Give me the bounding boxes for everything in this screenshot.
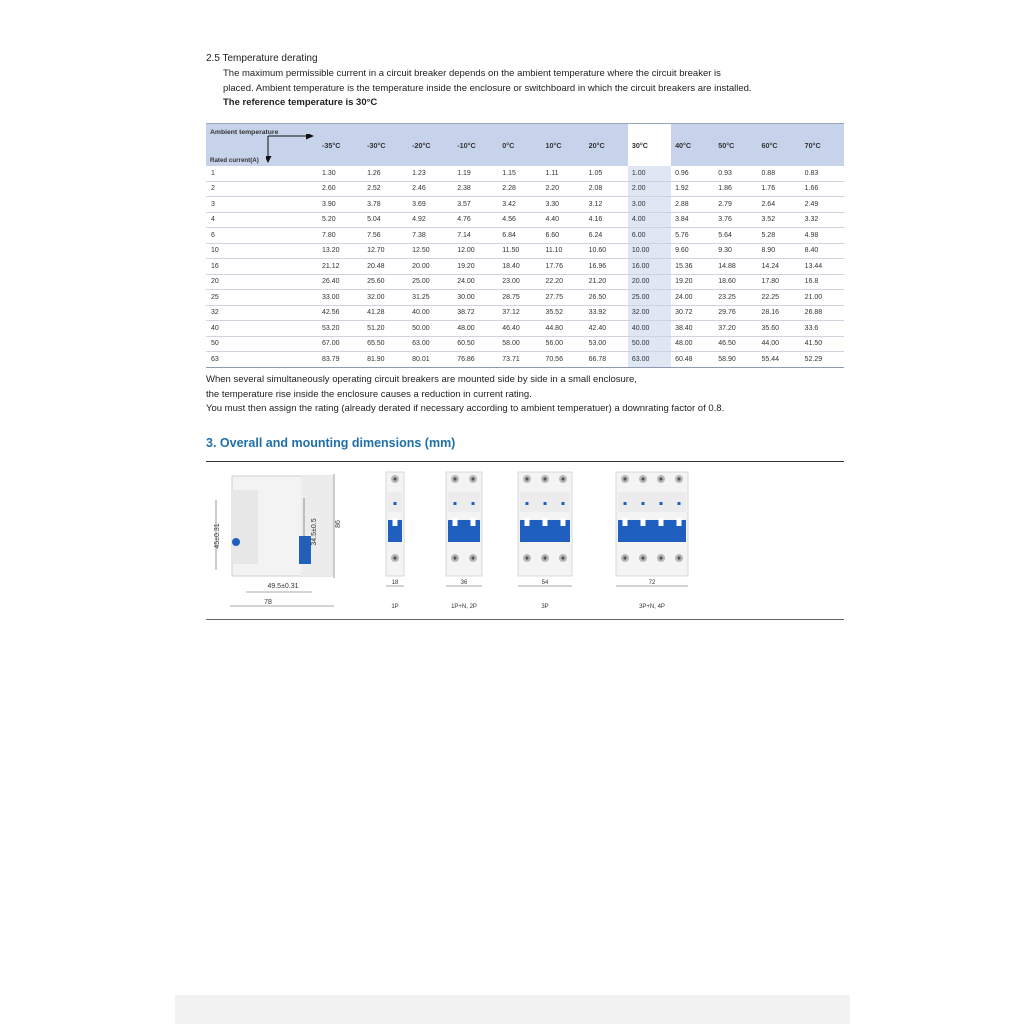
current-cell: 2.49 (801, 197, 844, 213)
current-cell: 30.00 (453, 290, 498, 306)
current-cell: 50.00 (628, 336, 671, 352)
current-cell: 22.20 (541, 274, 584, 290)
current-cell: 53.20 (318, 321, 363, 337)
table-corner-cell (206, 124, 318, 167)
current-cell: 12.50 (408, 243, 453, 259)
width-label: 18 (391, 580, 399, 586)
table-row (206, 197, 844, 213)
current-cell: 60.48 (671, 352, 714, 368)
current-cell: 26.50 (585, 290, 628, 306)
breaker-front-3p (518, 472, 572, 610)
breaker-front-1p (386, 472, 404, 610)
current-cell: 3.42 (498, 197, 541, 213)
current-cell: 1.11 (541, 166, 584, 181)
section-title: 2.5 Temperature derating (206, 53, 318, 64)
dimension-drawing (206, 466, 846, 618)
current-cell: 81.90 (363, 352, 408, 368)
table-row (206, 228, 844, 244)
current-cell: 38.40 (671, 321, 714, 337)
bottom-rule (206, 619, 844, 620)
current-cell: 80.01 (408, 352, 453, 368)
current-cell: 2.08 (585, 181, 628, 197)
ambient-temperature-label: Ambient temperature (210, 129, 279, 136)
current-cell: 63.00 (408, 336, 453, 352)
current-cell: 3.90 (318, 197, 363, 213)
title-rule (206, 461, 844, 462)
current-cell: 11.50 (498, 243, 541, 259)
current-cell: 12.70 (363, 243, 408, 259)
current-cell: 37.12 (498, 305, 541, 321)
current-cell: 4.00 (628, 212, 671, 228)
table-row (206, 212, 844, 228)
current-cell: 2.52 (363, 181, 408, 197)
current-cell: 10.60 (585, 243, 628, 259)
current-cell: 27.75 (541, 290, 584, 306)
rated-current-cell: 40 (206, 321, 318, 337)
current-cell: 17.76 (541, 259, 584, 275)
current-cell: 66.78 (585, 352, 628, 368)
current-cell: 28.75 (498, 290, 541, 306)
current-cell: 0.88 (757, 166, 800, 181)
temp-header: 30°C (628, 124, 671, 167)
current-cell: 3.57 (453, 197, 498, 213)
width-label: 36 (460, 580, 468, 586)
current-cell: 2.38 (453, 181, 498, 197)
current-cell: 1.26 (363, 166, 408, 181)
current-cell: 50.00 (408, 321, 453, 337)
current-cell: 2.79 (714, 197, 757, 213)
dim-height-mid: 34.5±0.5 (311, 518, 318, 546)
current-cell: 18.60 (714, 274, 757, 290)
current-cell: 11.10 (541, 243, 584, 259)
current-cell: 31.25 (408, 290, 453, 306)
current-cell: 3.69 (408, 197, 453, 213)
current-cell: 18.40 (498, 259, 541, 275)
current-cell: 16.96 (585, 259, 628, 275)
current-cell: 2.28 (498, 181, 541, 197)
current-cell: 44.00 (757, 336, 800, 352)
current-cell: 23.00 (498, 274, 541, 290)
rated-current-cell: 3 (206, 197, 318, 213)
temp-header: 20°C (585, 124, 628, 167)
current-cell: 48.00 (453, 321, 498, 337)
temp-header: 50°C (714, 124, 757, 167)
current-cell: 33.6 (801, 321, 844, 337)
current-cell: 10.00 (628, 243, 671, 259)
current-cell: 32.00 (628, 305, 671, 321)
current-cell: 4.16 (585, 212, 628, 228)
current-cell: 33.00 (318, 290, 363, 306)
current-cell: 2.60 (318, 181, 363, 197)
current-cell: 51.20 (363, 321, 408, 337)
current-cell: 73.71 (498, 352, 541, 368)
current-cell: 7.56 (363, 228, 408, 244)
current-cell: 24.00 (453, 274, 498, 290)
current-cell: 16.8 (801, 274, 844, 290)
current-cell: 7.38 (408, 228, 453, 244)
temp-header: 10°C (541, 124, 584, 167)
table-row (206, 336, 844, 352)
current-cell: 12.00 (453, 243, 498, 259)
current-cell: 4.40 (541, 212, 584, 228)
rated-current-cell: 4 (206, 212, 318, 228)
table-row (206, 305, 844, 321)
current-cell: 9.60 (671, 243, 714, 259)
current-cell: 22.25 (757, 290, 800, 306)
current-cell: 30.72 (671, 305, 714, 321)
rated-current-cell: 16 (206, 259, 318, 275)
current-cell: 55.44 (757, 352, 800, 368)
current-cell: 1.66 (801, 181, 844, 197)
rated-current-cell: 25 (206, 290, 318, 306)
rated-current-cell: 2 (206, 181, 318, 197)
mounting-note (206, 373, 826, 417)
dim-depth-mid: 49.5±0.31 (267, 583, 299, 590)
current-cell: 65.50 (363, 336, 408, 352)
current-cell: 56.00 (541, 336, 584, 352)
current-cell: 7.80 (318, 228, 363, 244)
current-cell: 1.92 (671, 181, 714, 197)
table-header-row (206, 124, 844, 167)
current-cell: 6.84 (498, 228, 541, 244)
current-cell: 13.44 (801, 259, 844, 275)
current-cell: 15.36 (671, 259, 714, 275)
note-line-1: When several simultaneously operating circuit breakers are mounted side by side in a small enclosure, (206, 374, 637, 385)
table-row (206, 166, 844, 181)
width-label: 54 (541, 580, 549, 586)
temp-header: -30°C (363, 124, 408, 167)
current-cell: 58.00 (498, 336, 541, 352)
current-cell: 83.79 (318, 352, 363, 368)
current-cell: 9.30 (714, 243, 757, 259)
current-cell: 2.64 (757, 197, 800, 213)
derating-table (206, 123, 844, 368)
rated-current-cell: 6 (206, 228, 318, 244)
variant-caption: 3P+N, 4P (639, 604, 665, 610)
current-cell: 14.88 (714, 259, 757, 275)
breaker-variants (386, 472, 688, 610)
temp-header: -35°C (318, 124, 363, 167)
current-cell: 21.20 (585, 274, 628, 290)
current-cell: 40.00 (628, 321, 671, 337)
current-cell: 2.88 (671, 197, 714, 213)
current-cell: 52.29 (801, 352, 844, 368)
width-label: 72 (648, 580, 656, 586)
variant-caption: 1P (391, 604, 399, 610)
current-cell: 3.00 (628, 197, 671, 213)
current-cell: 1.76 (757, 181, 800, 197)
current-cell: 1.19 (453, 166, 498, 181)
current-cell: 41.28 (363, 305, 408, 321)
current-cell: 5.64 (714, 228, 757, 244)
temp-header: 70°C (801, 124, 844, 167)
breaker-front-2p (446, 472, 482, 610)
current-cell: 70.56 (541, 352, 584, 368)
current-cell: 5.20 (318, 212, 363, 228)
current-cell: 3.12 (585, 197, 628, 213)
intro-line-1: The maximum permissible current in a circuit breaker depends on the ambient temperature where the circuit breaker is (223, 68, 721, 79)
table-row (206, 259, 844, 275)
current-cell: 1.00 (628, 166, 671, 181)
breaker-front-4p (616, 472, 688, 610)
current-cell: 0.96 (671, 166, 714, 181)
current-cell: 6.60 (541, 228, 584, 244)
current-cell: 1.15 (498, 166, 541, 181)
current-cell: 21.12 (318, 259, 363, 275)
current-cell: 4.98 (801, 228, 844, 244)
current-cell: 23.25 (714, 290, 757, 306)
current-cell: 5.76 (671, 228, 714, 244)
current-cell: 37.20 (714, 321, 757, 337)
derating-intro (223, 67, 823, 111)
current-cell: 25.00 (628, 290, 671, 306)
current-cell: 33.92 (585, 305, 628, 321)
current-cell: 29.76 (714, 305, 757, 321)
current-cell: 32.00 (363, 290, 408, 306)
rated-current-cell: 20 (206, 274, 318, 290)
current-cell: 48.00 (671, 336, 714, 352)
current-cell: 44.80 (541, 321, 584, 337)
reference-temperature: The reference temperature is 30°C (223, 97, 378, 108)
current-cell: 26.88 (801, 305, 844, 321)
current-cell: 2.20 (541, 181, 584, 197)
current-cell: 0.83 (801, 166, 844, 181)
current-cell: 20.00 (628, 274, 671, 290)
current-cell: 25.00 (408, 274, 453, 290)
temp-header: -10°C (453, 124, 498, 167)
variant-caption: 3P (541, 604, 549, 610)
table-row (206, 243, 844, 259)
current-cell: 42.56 (318, 305, 363, 321)
temp-header: 40°C (671, 124, 714, 167)
corner-arrows-icon (266, 134, 316, 164)
current-cell: 28.16 (757, 305, 800, 321)
current-cell: 3.84 (671, 212, 714, 228)
current-cell: 13.20 (318, 243, 363, 259)
current-cell: 21.00 (801, 290, 844, 306)
temp-header: 60°C (757, 124, 800, 167)
rated-current-cell: 10 (206, 243, 318, 259)
current-cell: 35.60 (757, 321, 800, 337)
dim-height-left: 45±0.31 (214, 523, 221, 549)
table-row (206, 290, 844, 306)
current-cell: 20.00 (408, 259, 453, 275)
rated-current-cell: 63 (206, 352, 318, 368)
current-cell: 0.93 (714, 166, 757, 181)
current-cell: 25.60 (363, 274, 408, 290)
rated-current-cell: 32 (206, 305, 318, 321)
intro-line-2: placed. Ambient temperature is the temperature inside the enclosure or switchboard in which the circuit breakers are installed. (223, 82, 752, 94)
temp-header: 0°C (498, 124, 541, 167)
current-cell: 7.14 (453, 228, 498, 244)
table-body (206, 166, 844, 367)
current-cell: 46.50 (714, 336, 757, 352)
current-cell: 41.50 (801, 336, 844, 352)
current-cell: 16.00 (628, 259, 671, 275)
table-row (206, 352, 844, 368)
current-cell: 63.00 (628, 352, 671, 368)
current-cell: 19.20 (671, 274, 714, 290)
dimensions-title: 3. Overall and mounting dimensions (mm) (206, 436, 456, 450)
temp-header: -20°C (408, 124, 453, 167)
current-cell: 3.78 (363, 197, 408, 213)
current-cell: 26.40 (318, 274, 363, 290)
current-cell: 4.56 (498, 212, 541, 228)
current-cell: 35.52 (541, 305, 584, 321)
current-cell: 2.00 (628, 181, 671, 197)
page-bottom-strip (175, 995, 850, 1024)
current-cell: 24.00 (671, 290, 714, 306)
current-cell: 20.48 (363, 259, 408, 275)
current-cell: 5.04 (363, 212, 408, 228)
current-cell: 14.24 (757, 259, 800, 275)
rated-current-cell: 1 (206, 166, 318, 181)
current-cell: 6.24 (585, 228, 628, 244)
current-cell: 38.72 (453, 305, 498, 321)
rated-current-label: Rated current(A) (210, 157, 259, 164)
current-cell: 42.40 (585, 321, 628, 337)
current-cell: 3.52 (757, 212, 800, 228)
current-cell: 4.92 (408, 212, 453, 228)
current-cell: 4.76 (453, 212, 498, 228)
current-cell: 3.76 (714, 212, 757, 228)
current-cell: 2.46 (408, 181, 453, 197)
table-row (206, 181, 844, 197)
current-cell: 1.05 (585, 166, 628, 181)
current-cell: 53.00 (585, 336, 628, 352)
current-cell: 3.32 (801, 212, 844, 228)
current-cell: 40.00 (408, 305, 453, 321)
table-row (206, 274, 844, 290)
variant-caption: 1P+N, 2P (451, 604, 477, 610)
table-row (206, 321, 844, 337)
current-cell: 19.20 (453, 259, 498, 275)
current-cell: 5.28 (757, 228, 800, 244)
note-line-3: You must then assign the rating (already derated if necessary according to ambient temperatuer) a downrating factor of 0.8. (206, 403, 725, 414)
current-cell: 17.80 (757, 274, 800, 290)
current-cell: 3.30 (541, 197, 584, 213)
current-cell: 6.00 (628, 228, 671, 244)
current-cell: 76.86 (453, 352, 498, 368)
current-cell: 8.40 (801, 243, 844, 259)
current-cell: 8.90 (757, 243, 800, 259)
current-cell: 46.40 (498, 321, 541, 337)
note-line-2: the temperature rise inside the enclosure causes a reduction in current rating. (206, 388, 532, 400)
current-cell: 1.23 (408, 166, 453, 181)
current-cell: 60.50 (453, 336, 498, 352)
dim-depth-total: 78 (264, 599, 272, 606)
current-cell: 1.30 (318, 166, 363, 181)
current-cell: 58.90 (714, 352, 757, 368)
dim-height-total: 86 (335, 520, 342, 528)
current-cell: 1.86 (714, 181, 757, 197)
rated-current-cell: 50 (206, 336, 318, 352)
current-cell: 67.00 (318, 336, 363, 352)
